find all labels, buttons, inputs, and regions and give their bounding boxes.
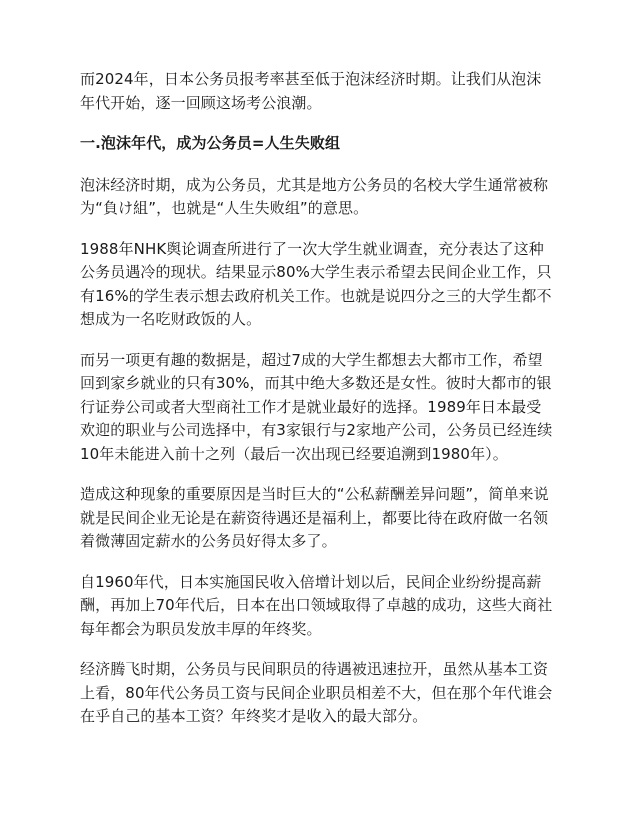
- paragraph-4: 造成这种现象的重要原因是当时巨大的“公私薪酬差异问题”，简单来说就是民间企业无论是在薪资待遇还是福利上，都要比待在政府做一名领着微薄固定薪水的公务员好得太多了。: [80, 485, 549, 550]
- section-heading: 一.泡沫年代，成为公务员=人生失败组: [80, 134, 341, 152]
- paragraph-2: 1988年NHK舆论调查所进行了一次大学生就业调查，充分表达了这种公务员遇冷的现状。结果显示80%大学生表示希望去民间企业工作，只有16%的学生表示想去政府机关工作。也就是说四分之三的大学生都不想成为一名吃财政饭的人。: [80, 239, 552, 328]
- paragraph-6: 经济腾飞时期，公务员与民间职员的待遇被迅速拉开，虽然从基本工资上看，80年代公务员工资与民间企业职员相差不大，但在那个年代谁会在乎自己的基本工资？年终奖才是收入的最大部分。: [80, 660, 553, 725]
- article-body: [80, 68, 556, 746]
- intro-paragraph: 而2024年，日本公务员报考率甚至低于泡沫经济时期。让我们从泡沫年代开始，逐一回顾这场考公浪潮。: [80, 70, 542, 112]
- paragraph-1: 泡沫经济时期，成为公务员，尤其是地方公务员的名校大学生通常被称为“負け組”，也就是“人生失败组”的意思。: [80, 175, 549, 217]
- paragraph-5: 自1960年代，日本实施国民收入倍增计划以后，民间企业纷纷提高薪酬，再加上70年代后，日本在出口领域取得了卓越的成功，这些大商社每年都会为职员发放丰厚的年终奖。: [80, 572, 553, 638]
- paragraph-3: 而另一项更有趣的数据是，超过7成的大学生都想去大都市工作，希望回到家乡就业的只有30%，而其中绝大多数还是女性。彼时大都市的银行证券公司或者大型商社工作才是就业最好的选择。1989年日本最受欢迎的职业与公司选择中，有3家银行与2家地产公司，公务员已经连续10年未能进入前十之列（最后一次出现已经要追溯到1980年）。: [80, 350, 553, 463]
